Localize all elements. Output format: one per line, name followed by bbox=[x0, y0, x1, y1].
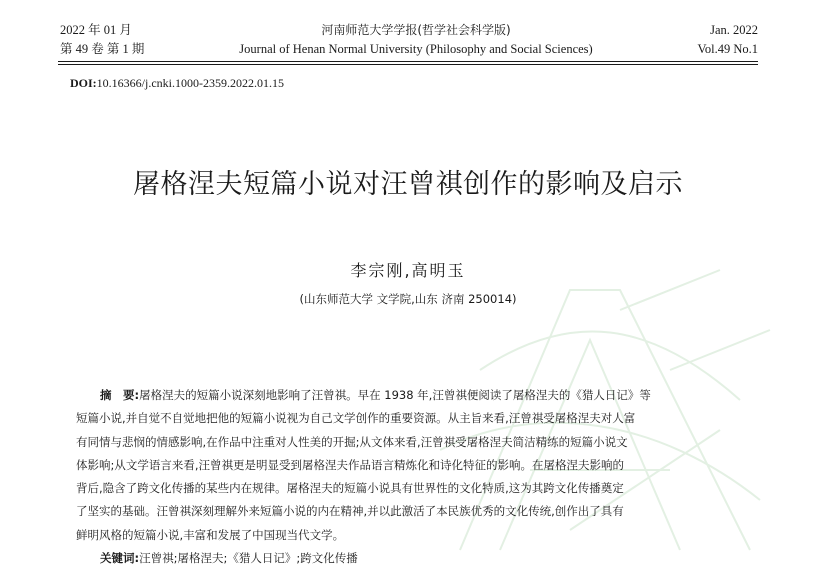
abstract-text: 屠格涅夫的短篇小说深刻地影响了汪曾祺。早在 1938 年,汪曾祺便阅读了屠格涅夫的《猎人日记》等 bbox=[139, 388, 651, 402]
abstract-line: 背后,隐含了跨文化传播的某些内在规律。屠格涅夫的短篇小说具有世界性的文化特质,这为其跨文化传播奠定 bbox=[76, 481, 624, 496]
abstract-line: 有同情与悲悯的情感影响,在作品中注重对人性美的开掘;从文体来看,汪曾祺受屠格涅夫简洁精练的短篇小说文 bbox=[76, 434, 628, 449]
header-date-english: Jan. 2022 bbox=[710, 23, 758, 37]
doi bbox=[70, 73, 284, 93]
header-volume-issue: 第 49 卷 第 1 期 bbox=[60, 42, 145, 56]
abstract-line: 鲜明风格的短篇小说,丰富和发展了中国现当代文学。 bbox=[76, 527, 345, 542]
journal-name bbox=[214, 21, 618, 59]
abstract-line: 短篇小说,并自觉不自觉地把他的短篇小说视为自己文学创作的重要资源。从主旨来看,汪曾祺受屠格涅夫对人富 bbox=[76, 411, 636, 426]
abstract bbox=[76, 384, 740, 570]
doi-value: 10.16366/j.cnki.1000-2359.2022.01.15 bbox=[96, 76, 284, 90]
abstract-line: 体影响;从文学语言来看,汪曾祺更是明显受到屠格涅夫作品语言精炼化和诗化特征的影响。在屠格涅夫影响的 bbox=[76, 457, 625, 472]
header-volume-english: Vol.49 No.1 bbox=[697, 42, 758, 56]
abstract-line: 了坚实的基础。汪曾祺深刻理解外来短篇小说的内在精神,并以此激活了本民族优秀的文化传统,创作出了具有 bbox=[76, 504, 624, 519]
journal-date-volume bbox=[60, 21, 144, 59]
keywords-label: 关键词: bbox=[100, 551, 140, 566]
header-rule-thin bbox=[58, 64, 758, 65]
journal-name-english: Journal of Henan Normal University (Philosophy and Social Sciences) bbox=[239, 42, 593, 56]
author-affiliation: (山东师范大学 文学院,山东 济南 250014) bbox=[299, 292, 517, 306]
article-authors: 李宗刚,高明玉 bbox=[350, 261, 466, 280]
header-rule-thick bbox=[58, 61, 758, 62]
article-title: 屠格涅夫短篇小说对汪曾祺创作的影响及启示 bbox=[133, 169, 683, 200]
header-date: 2022 年 01 月 bbox=[60, 23, 132, 37]
keywords bbox=[76, 547, 740, 570]
journal-date-volume-english bbox=[697, 21, 758, 59]
doi-label: DOI: bbox=[70, 76, 97, 90]
keywords-value: 汪曾祺;屠格涅夫;《猎人日记》;跨文化传播 bbox=[139, 551, 358, 566]
abstract-label: 摘 要: bbox=[100, 388, 140, 402]
journal-name-chinese: 河南师范大学学报(哲学社会科学版) bbox=[321, 23, 511, 37]
abstract-line bbox=[76, 384, 740, 407]
